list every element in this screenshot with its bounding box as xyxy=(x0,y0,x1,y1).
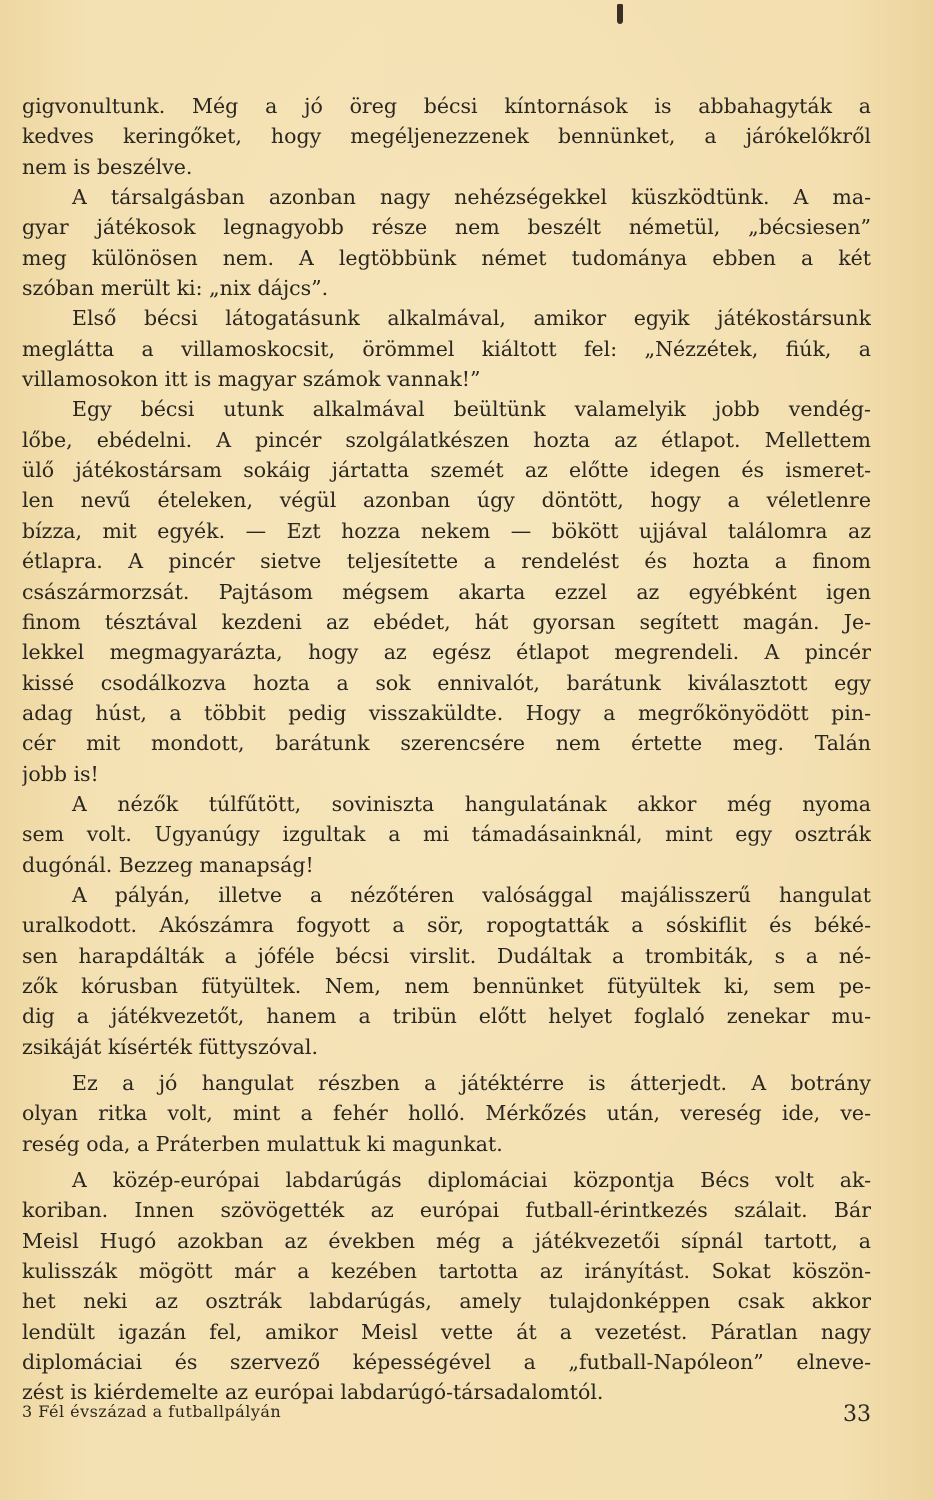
text-line: kedves keringőket, hogy megéljenezzenek bennünket, a járókelőkről xyxy=(22,124,871,149)
text-line: Ez a jó hangulat részben a játéktérre is átterjedt. A botrány xyxy=(72,1071,871,1095)
text-line: sem volt. Ugyanúgy izgultak a mi támadásainknál, mint egy osztrák xyxy=(22,822,871,847)
text-line: sen harapdálták a jóféle bécsi virslit. Dudáltak a trombiták, s a né- xyxy=(22,943,871,968)
text-line: A nézők túlfűtött, soviniszta hangulatának akkor még nyoma xyxy=(72,791,871,816)
text-line: adag húst, a többit pedig visszaküldte. Hogy a megrőkönyödött pin- xyxy=(22,700,871,725)
text-line: A közép-európai labdarúgás diplomáciai központja Bécs volt ak- xyxy=(72,1168,871,1193)
text-line: koriban. Innen szövögették az európai futball-érintkezés szálait. Bár xyxy=(22,1198,871,1223)
text-line: dugónál. Bezzeg manapság! xyxy=(22,852,314,877)
text-line: A pályán, illetve a nézőtéren valósággal majálisszerű hangulat xyxy=(72,882,871,907)
text-line: cér mit mondott, barátunk szerencsére nem értette meg. Talán xyxy=(22,731,871,756)
page-number: 33 xyxy=(843,1402,871,1427)
ink-mark xyxy=(617,4,623,24)
text-line: Meisl Hugó azokban az években még a játékvezetői sípnál tartott, a xyxy=(22,1228,871,1253)
body-text xyxy=(22,91,871,1408)
text-line: zsikáját kísérték füttyszóval. xyxy=(22,1034,318,1059)
text-line: nem is beszélve. xyxy=(22,154,193,179)
text-line: A társalgásban azonban nagy nehézségekkel küszködtünk. A ma- xyxy=(72,185,871,210)
text-line: het neki az osztrák labdarúgás, amely tulajdonképpen csak akkor xyxy=(22,1289,871,1314)
text-line: olyan ritka volt, mint a fehér holló. Mérkőzés után, vereség ide, ve- xyxy=(22,1101,871,1126)
text-line: lekkel megmagyarázta, hogy az egész étlapot megrendeli. A pincér xyxy=(22,640,871,665)
text-line: gigvonultunk. Még a jó öreg bécsi kíntornások is abbahagyták a xyxy=(22,94,871,118)
page-footer xyxy=(22,1398,871,1432)
text-line: reség oda, a Práterben mulattuk ki magunkat. xyxy=(22,1131,503,1156)
text-line: kissé csodálkozva hozta a sok ennivalót, barátunk kiválasztott egy xyxy=(22,670,871,695)
text-line: meglátta a villamoskocsit, örömmel kiáltott fel: „Nézzétek, fiúk, a xyxy=(22,336,871,361)
text-line: lendült igazán fel, amikor Meisl vette át a vezetést. Páratlan nagy xyxy=(22,1319,871,1344)
text-line: lőbe, ebédelni. A pincér szolgálatkészen hozta az étlapot. Mellettem xyxy=(22,427,871,452)
text-line: kulisszák mögött már a kezében tartotta az irányítást. Sokat köszön- xyxy=(22,1259,871,1284)
text-line: Egy bécsi utunk alkalmával beültünk valamelyik jobb vendég- xyxy=(72,397,871,422)
text-line: len nevű ételeken, végül azonban úgy döntött, hogy a véletlenre xyxy=(22,488,871,513)
text-line: császármorzsát. Pajtásom mégsem akarta ezzel az egyébként igen xyxy=(22,579,871,604)
text-line: Első bécsi látogatásunk alkalmával, amikor egyik játékostársunk xyxy=(72,306,871,331)
text-line: finom tésztával kezdeni az ebédet, hát gyorsan segített magán. Je- xyxy=(22,609,871,634)
text-line: diplomáciai és szervező képességével a „futball-Napóleon” elneve- xyxy=(22,1350,871,1375)
text-line: szóban merült ki: „nix dájcs”. xyxy=(22,276,329,301)
text-line: zést is kiérdemelte az európai labdarúgó-társadalomtól. xyxy=(22,1380,604,1405)
text-line: bízza, mit egyék. — Ezt hozza nekem — bökött ujjával találomra az xyxy=(22,518,871,543)
text-line: villamosokon itt is magyar számok vannak!” xyxy=(22,367,481,392)
text-line: jobb is! xyxy=(22,761,99,786)
text-line: dig a játékvezetőt, hanem a tribün előtt helyet foglaló zenekar mu- xyxy=(22,1004,871,1029)
text-line: gyar játékosok legnagyobb része nem beszélt németül, „bécsiesen” xyxy=(22,215,871,240)
text-line: meg különösen nem. A legtöbbünk német tudománya ebben a két xyxy=(22,245,871,270)
text-line: uralkodott. Akószámra fogyott a sör, ropogtatták a sóskiflit és béké- xyxy=(22,913,871,938)
text-line: zők kórusban fütyültek. Nem, nem bennünket fütyültek ki, sem pe- xyxy=(22,973,871,998)
signature-mark: 3 Fél évszázad a futballpályán xyxy=(22,1402,282,1421)
text-line: ülő játékostársam sokáig jártatta szemét az előtte idegen és ismeret- xyxy=(22,458,871,483)
text-line: étlapra. A pincér sietve teljesítette a rendelést és hozta a finom xyxy=(22,549,871,574)
